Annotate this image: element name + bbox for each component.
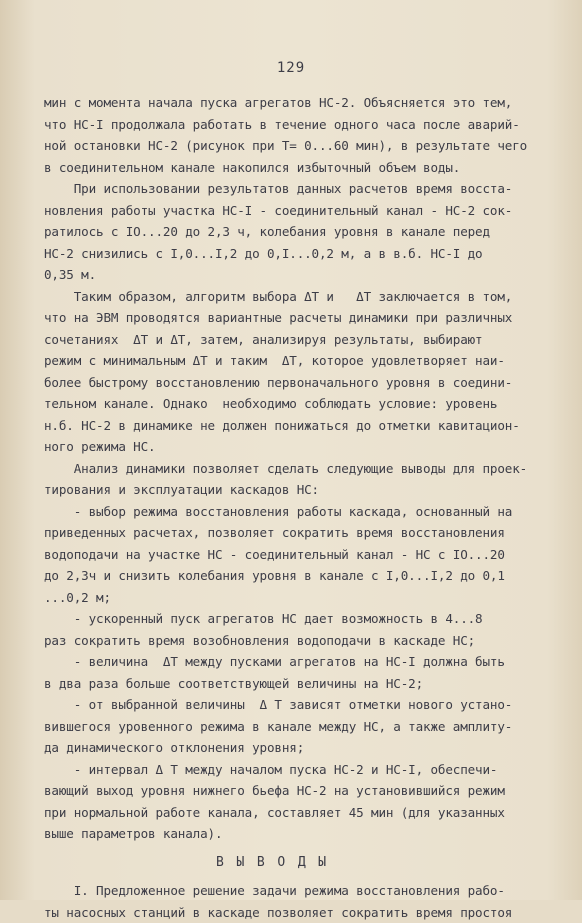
text-line: тирования и эксплуатации каскадов НС: <box>44 479 540 501</box>
text-line: более быстрому восстановлению первоначального уровня в соедини- <box>44 372 540 394</box>
text-line: 0,35 м. <box>44 264 540 286</box>
text-line: режим с минимальным ΔT и таким ΔT, которое удовлетворяет наи- <box>44 350 540 372</box>
text-line: - величина ΔT между пусками агрегатов на НС-I должна быть <box>44 651 540 673</box>
text-line: в два раза больше соответствующей величины на НС-2; <box>44 673 540 695</box>
text-line: вившегося уровенного режима в канале между НС, а также амплиту- <box>44 716 540 738</box>
text-line: новления работы участка НС-I - соединительный канал - НС-2 сок- <box>44 200 540 222</box>
text-line: водоподачи на участке НС - соединительный канал - НС с IO...20 <box>44 544 540 566</box>
text-line: приведенных расчетах, позволяет сократить время восстановления <box>44 522 540 544</box>
list-item <box>44 759 540 845</box>
paragraph-1 <box>44 92 540 178</box>
text-line: н.б. НС-2 в динамике не должен понижаться до отметки кавитацион- <box>44 415 540 437</box>
text-line: сочетаниях ΔT и ΔT, затем, анализируя результаты, выбирают <box>44 329 540 351</box>
text-line: тельном канале. Однако необходимо соблюдать условие: уровень <box>44 393 540 415</box>
text-line: Анализ динамики позволяет сделать следующие выводы для проек- <box>44 458 540 480</box>
list-item <box>44 608 540 651</box>
text-line: Таким образом, алгоритм выбора ΔT и ΔT заключается в том, <box>44 286 540 308</box>
list-item <box>44 694 540 759</box>
text-line: - интервал Δ T между началом пуска НС-2 и НС-I, обеспечи- <box>44 759 540 781</box>
text-line: мин с момента начала пуска агрегатов НС-2. Объясняется это тем, <box>44 92 540 114</box>
paragraph-4 <box>44 458 540 501</box>
paragraph-3 <box>44 286 540 458</box>
text-line: раз сократить время возобновления водоподачи в каскаде НС; <box>44 630 540 652</box>
text-line: ной остановки НС-2 (рисунок при T= 0...60 мин), в результате чего <box>44 135 540 157</box>
paragraph-2 <box>44 178 540 286</box>
conclusion-paragraph <box>44 880 540 923</box>
text-line: ратилось с IO...20 до 2,3 ч, колебания уровня в канале перед <box>44 221 540 243</box>
list-item <box>44 501 540 609</box>
text-line: вающий выход уровня нижнего бьефа НС-2 на установившийся режим <box>44 780 540 802</box>
text-line: что НС-I продолжала работать в течение одного часа после аварий- <box>44 114 540 136</box>
text-line: ...0,2 м; <box>44 587 540 609</box>
text-line: - ускоренный пуск агрегатов НС дает возможность в 4...8 <box>44 608 540 630</box>
text-line: I. Предложенное решение задачи режима восстановления рабо- <box>44 880 540 902</box>
body-text <box>44 92 540 923</box>
text-line: НС-2 снизились с I,0...I,2 до 0,I...0,2 м, а в в.б. НС-I до <box>44 243 540 265</box>
text-line: что на ЭВМ проводятся вариантные расчеты динамики при различных <box>44 307 540 329</box>
text-line: при нормальной работе канала, составляет 45 мин (для указанных <box>44 802 540 824</box>
text-line: выше параметров канала). <box>44 823 540 845</box>
list-item <box>44 651 540 694</box>
text-line: до 2,3ч и снизить колебания уровня в канале с I,0...I,2 до 0,1 <box>44 565 540 587</box>
section-heading: В Ы В О Д Ы <box>44 852 540 874</box>
text-line: - выбор режима восстановления работы каскада, основанный на <box>44 501 540 523</box>
text-line: да динамического отклонения уровня; <box>44 737 540 759</box>
page-number: 129 <box>0 60 582 76</box>
text-line: - от выбранной величины Δ T зависят отметки нового устано- <box>44 694 540 716</box>
text-line: ты насосных станций в каскаде позволяет сократить время простоя <box>44 902 540 923</box>
text-line: в соединительном канале накопился избыточный объем воды. <box>44 157 540 179</box>
text-line: При использовании результатов данных расчетов время восста- <box>44 178 540 200</box>
text-line: ного режима НС. <box>44 436 540 458</box>
